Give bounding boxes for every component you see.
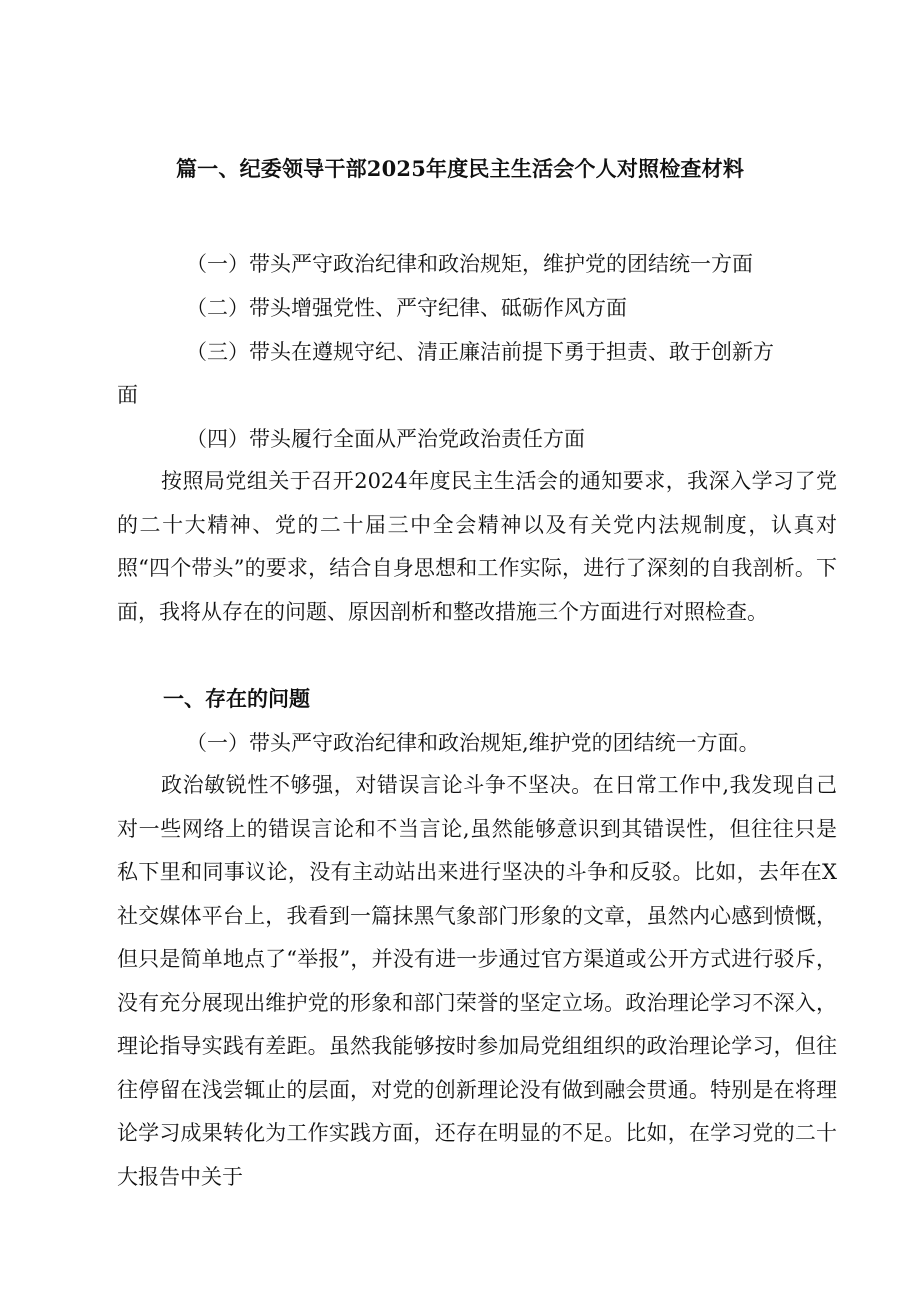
body-paragraph: 政治敏锐性不够强，对错误言论斗争不坚决。在日常工作中,我发现自己对一些网络上的错误言论和不当言论,虽然能够意识到其错误性，但往往只是私下里和同事议论，没有主动站出来进行坚决的斗争和反驳。比如，去年在X社交媒体平台上，我看到一篇抹黑气象部门形象的文章，虽然内心感到愤慨，但只是简单地点了“举报”，并没有进一步通过官方渠道或公开方式进行驳斥，没有充分展现出维护党的形象和部门荣誉的坚定立场。政治理论学习不深入，理论指导实践有差距。虽然我能够按时参加局党组组织的政治理论学习，但往往停留在浅尝辄止的层面，对党的创新理论没有做到融会贯通。特别是在将理论学习成果转化为工作实践方面，还存在明显的不足。比如，在学习党的二十大报告中关于 [117, 773, 837, 1189]
toc-item-1: （一）带头严守政治纪律和政治规矩，维护党的团结统一方面 [186, 252, 753, 276]
toc-item-4: （四）带头履行全面从严治党政治责任方面 [186, 427, 585, 451]
subsection-heading-1: （一）带头严守政治纪律和政治规矩,维护党的团结统一方面。 [186, 731, 760, 755]
toc-item-3: （三）带头在遵规守纪、清正廉洁前提下勇于担责、敢于创新方 [186, 340, 774, 364]
toc-item-2: （二）带头增强党性、严守纪律、砥砺作风方面 [186, 296, 627, 320]
toc-item-3-continued: 面 [117, 383, 138, 407]
document-title: 篇一、纪委领导干部2025年度民主生活会个人对照检查材料 [175, 156, 745, 181]
section-heading-problems: 一、存在的问题 [163, 686, 310, 711]
intro-paragraph: 按照局党组关于召开2024年度民主生活会的通知要求，我深入学习了党的二十大精神、党的二十届三中全会精神以及有关党内法规制度，认真对照“四个带头”的要求，结合自身思想和工作实际，进行了深刻的自我剖析。下面，我将从存在的问题、原因剖析和整改措施三个方面进行对照检查。 [117, 469, 837, 624]
